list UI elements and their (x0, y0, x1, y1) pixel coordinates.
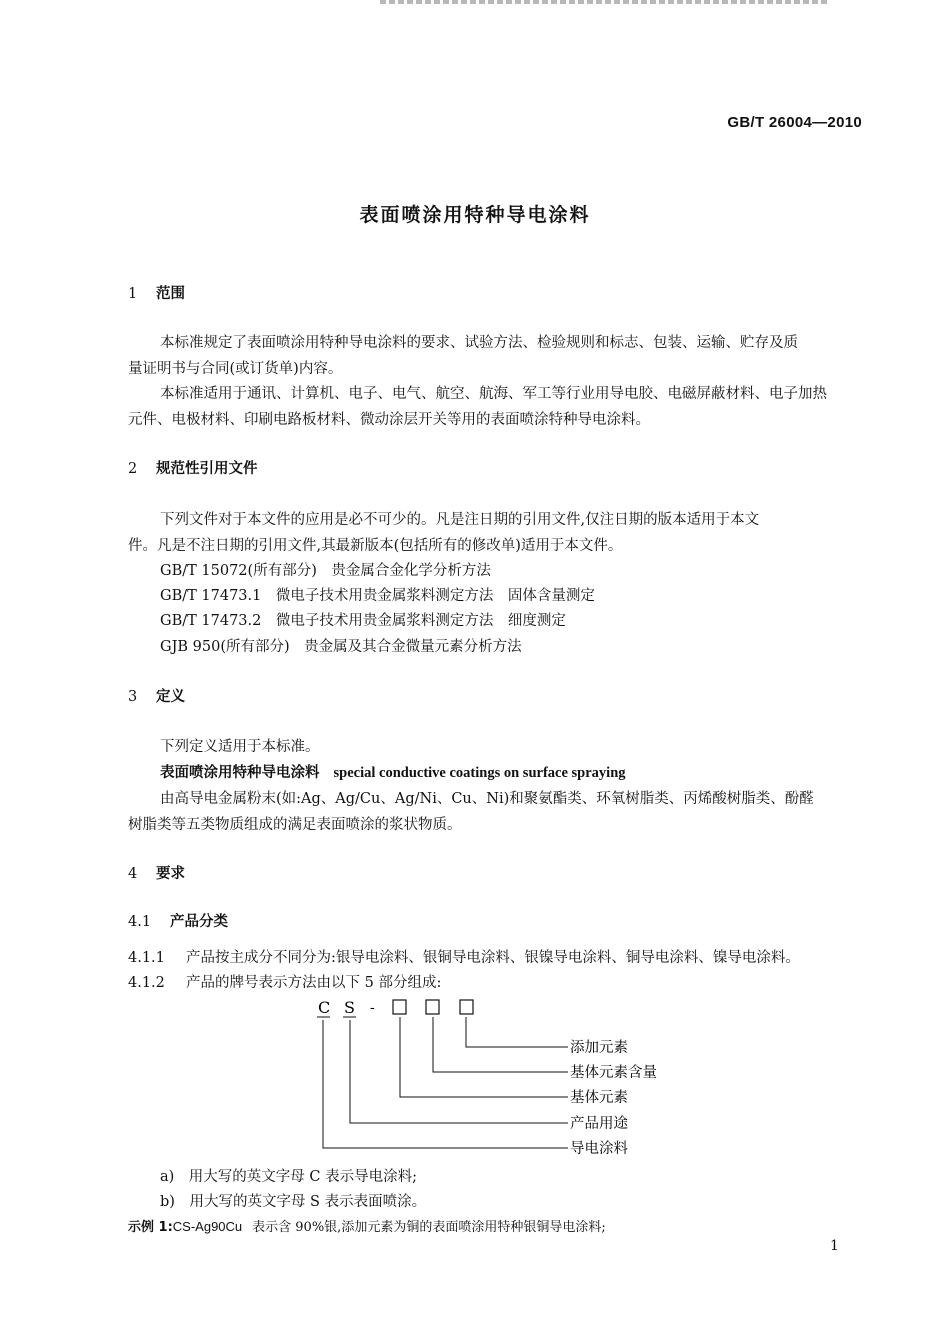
scan-artifact-topbar (380, 0, 830, 4)
sec3-intro: 下列定义适用于本标准。 (160, 739, 320, 755)
placeholder-box-additive (460, 1000, 473, 1014)
section-4-heading (128, 862, 185, 883)
designation-diagram (300, 990, 700, 1165)
diagram-dash: - (370, 1000, 375, 1016)
clause-4-1-1 (128, 946, 800, 967)
sec1-para1-line2: 量证明书与合同(或订货单)内容。 (128, 361, 343, 377)
clause-4-1-2 (128, 971, 441, 992)
note-a: a) 用大写的英文字母 C 表示导电涂料; (160, 1169, 417, 1185)
example-text: 表示含 90%银,添加元素为铜的表面喷涂用特种银铜导电涂料; (252, 1220, 606, 1235)
section-3-heading (128, 685, 185, 706)
diagram-letter-s: S (344, 998, 355, 1017)
section-title: 定义 (156, 689, 185, 705)
reference-item: GB/T 15072(所有部分) 贵金属合金化学分析方法 (160, 563, 491, 579)
subsection-number: 4.1 (128, 914, 152, 930)
connector-coating (323, 1020, 568, 1148)
page-number: 1 (830, 1238, 839, 1254)
label-base-element: 基体元素 (570, 1090, 628, 1106)
definition-line2: 树脂类等五类物质组成的满足表面喷涂的浆状物质。 (128, 817, 462, 833)
section-1-heading (128, 282, 185, 303)
term-chinese: 表面喷涂用特种导电涂料 (160, 764, 320, 781)
definition-line1: 由高导电金属粉末(如:Ag、Ag/Cu、Ag/Ni、Cu、Ni)和聚氨酯类、环氧树脂类、丙烯酸树脂类、酚醛 (160, 791, 814, 807)
clause-number: 4.1.1 (128, 950, 165, 966)
sec1-para1-line1: 本标准规定了表面喷涂用特种导电涂料的要求、试验方法、检验规则和标志、包装、运输、贮存及质 (160, 335, 798, 351)
connector-base-element (400, 1017, 568, 1097)
section-title: 要求 (156, 866, 185, 882)
sec1-para2-line2: 元件、电极材料、印刷电路板材料、微动涂层开关等用的表面喷涂特种导电涂料。 (128, 412, 650, 428)
subsection-4-1-heading (128, 910, 228, 931)
label-product-usage: 产品用途 (570, 1116, 628, 1132)
placeholder-box-base-element (393, 1000, 406, 1014)
example-label: 示例 1: (128, 1220, 173, 1235)
clause-text: 产品的牌号表示方法由以下 5 部分组成: (186, 975, 442, 991)
label-base-element-content: 基体元素含量 (570, 1065, 657, 1081)
section-number: 2 (128, 461, 138, 477)
example-1 (128, 1216, 606, 1235)
sec2-para-line1: 下列文件对于本文件的应用是必不可少的。凡是注日期的引用文件,仅注日期的版本适用于本文 (160, 512, 760, 528)
section-number: 3 (128, 689, 138, 705)
section-title: 范围 (156, 286, 185, 302)
example-code: CS-Ag90Cu (172, 1219, 243, 1234)
diagram-letter-c: C (318, 998, 331, 1017)
note-b: b) 用大写的英文字母 S 表示表面喷涂。 (160, 1194, 427, 1210)
clause-number: 4.1.2 (128, 975, 165, 991)
reference-item: GJB 950(所有部分) 贵金属及其合金微量元素分析方法 (160, 639, 522, 655)
section-number: 4 (128, 866, 138, 882)
connector-content (433, 1017, 568, 1072)
connector-additive (466, 1017, 568, 1047)
placeholder-box-content (426, 1000, 439, 1014)
standard-number: GB/T 26004—2010 (727, 114, 862, 131)
document-title: 表面喷涂用特种导电涂料 (359, 204, 591, 226)
sec1-para2-line1: 本标准适用于通讯、计算机、电子、电气、航空、航海、军工等行业用导电胶、电磁屏蔽材料、电子加热 (160, 386, 827, 402)
section-title: 规范性引用文件 (156, 461, 258, 477)
sec2-para-line2: 件。凡是不注日期的引用文件,其最新版本(包括所有的修改单)适用于本文件。 (128, 538, 623, 554)
term-english: special conductive coatings on surface spraying (333, 765, 626, 781)
section-2-heading (128, 457, 258, 478)
reference-item: GB/T 17473.2 微电子技术用贵金属浆料测定方法 细度测定 (160, 613, 566, 629)
section-number: 1 (128, 286, 138, 302)
reference-item: GB/T 17473.1 微电子技术用贵金属浆料测定方法 固体含量测定 (160, 588, 595, 604)
clause-text: 产品按主成分不同分为:银导电涂料、银铜导电涂料、银镍导电涂料、铜导电涂料、镍导电涂料。 (186, 950, 800, 966)
label-conductive-coating: 导电涂料 (570, 1141, 628, 1157)
label-additive-element: 添加元素 (570, 1040, 628, 1056)
term-entry (160, 761, 626, 782)
subsection-title: 产品分类 (170, 914, 228, 930)
